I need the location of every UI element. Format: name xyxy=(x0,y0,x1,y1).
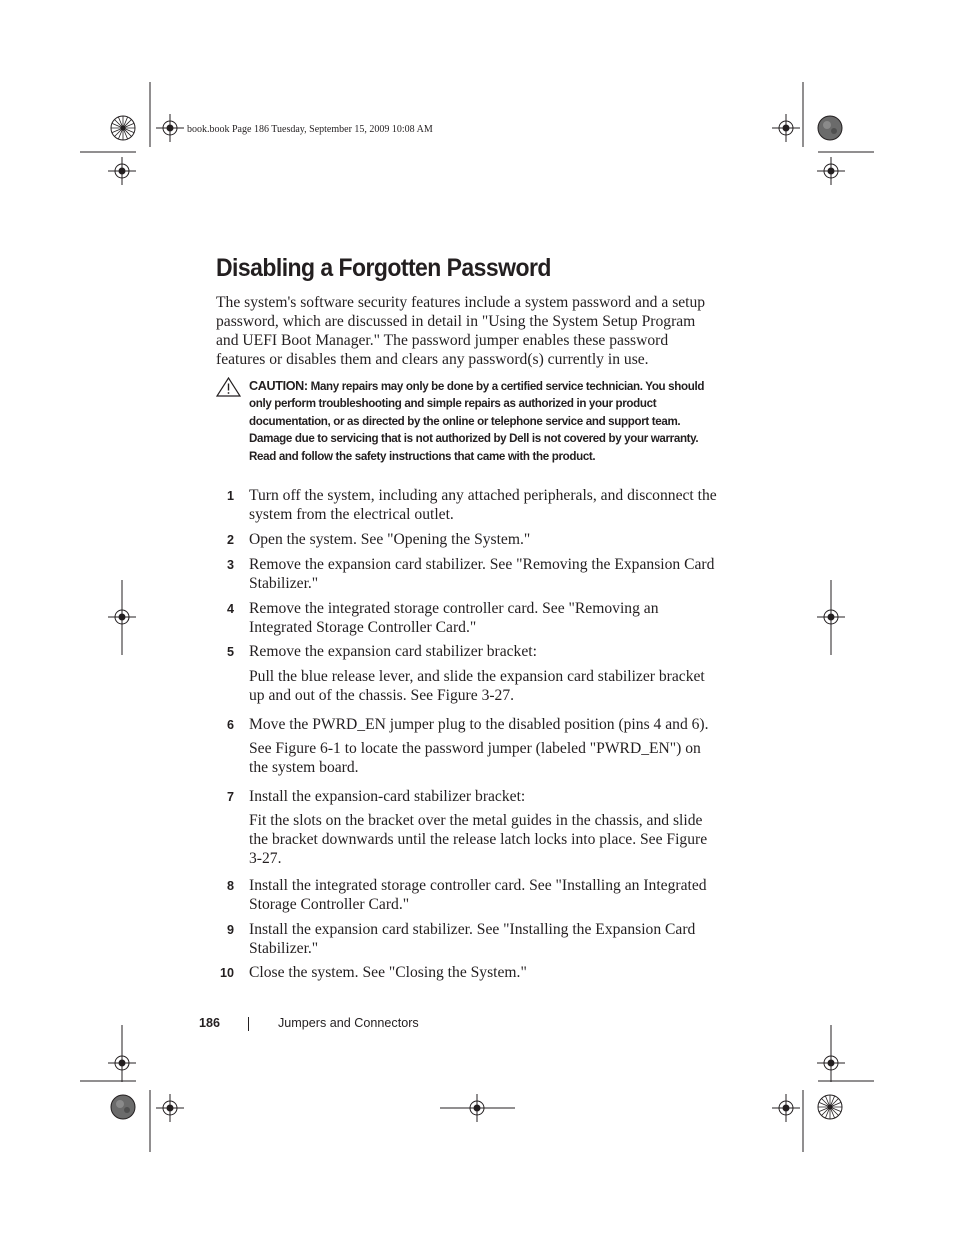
step-number: 10 xyxy=(220,966,235,980)
caution-triangle-icon xyxy=(216,377,241,397)
intro-paragraph: The system's software security features include a system password and a setup password, which are discussed in detail in "Using the System Setup Program and UEFI Boot Manager." The password jumper enables these password features or disables them and clears any password(s) currently in use. xyxy=(216,294,706,368)
registration-target-icon xyxy=(772,1094,800,1122)
step-text: Install the expansion-card stabilizer bracket: xyxy=(249,788,526,805)
step-text: Move the PWRD_EN jumper plug to the disabled position (pins 4 and 6). xyxy=(249,716,709,733)
step-number: 3 xyxy=(227,558,235,572)
step-text: Close the system. See "Closing the System." xyxy=(249,964,527,981)
step-number: 7 xyxy=(227,790,235,804)
registration-target-icon xyxy=(156,114,184,142)
step-number: 4 xyxy=(227,602,235,616)
step-detail: Fit the slots on the bracket over the metal guides in the chassis, and slide the bracket downwards until the release latch locks into place. See Figure 3-27. xyxy=(249,812,708,867)
registration-target-icon xyxy=(817,603,845,631)
step-number: 6 xyxy=(227,718,235,732)
step-detail: Pull the blue release lever, and slide the expansion card stabilizer bracket up and out of the chassis. See Figure 3-27. xyxy=(249,668,705,704)
registration-target-icon xyxy=(108,157,136,185)
registration-target-icon xyxy=(108,1049,136,1077)
page-number: 186 xyxy=(199,1016,221,1030)
step-text: Open the system. See "Opening the System." xyxy=(249,531,531,548)
footer-divider xyxy=(248,1017,249,1031)
caution-text: Many repairs may only be done by a certified service technician. You should only perform troubleshooting and simple repairs as authorized in your product documentation, or as directed by the online or telephone service and support team. Damage due to servicing that is not authorized by Dell is not covered by your warranty. Read and follow the safety instructions that came with the product. xyxy=(249,380,705,463)
step-number: 9 xyxy=(227,923,235,937)
step-text: Turn off the system, including any attached peripherals, and disconnect the system from the electrical outlet. xyxy=(249,487,717,523)
registration-target-icon xyxy=(817,1049,845,1077)
registration-target-icon xyxy=(156,1094,184,1122)
step-detail: See Figure 6-1 to locate the password jumper (labeled "PWRD_EN") on the system board. xyxy=(249,740,701,776)
color-wheel-icon xyxy=(111,1095,135,1119)
caution-notice xyxy=(249,378,719,465)
registration-target-icon xyxy=(817,157,845,185)
step-text: Remove the integrated storage controller card. See "Removing an Integrated Storage Controller Card." xyxy=(249,600,659,636)
registration-target-icon xyxy=(463,1094,491,1122)
step-number: 8 xyxy=(227,879,235,893)
section-title: Disabling a Forgotten Password xyxy=(216,254,551,282)
step-number: 5 xyxy=(227,645,235,659)
footer-section-name: Jumpers and Connectors xyxy=(278,1016,419,1030)
step-text: Install the integrated storage controller card. See "Installing an Integrated Storage Controller Card." xyxy=(249,877,707,913)
step-number: 1 xyxy=(227,489,235,503)
step-text: Remove the expansion card stabilizer. See "Removing the Expansion Card Stabilizer." xyxy=(249,556,715,592)
color-wheel-icon xyxy=(818,116,842,140)
print-header: book.book Page 186 Tuesday, September 15, 2009 10:08 AM xyxy=(187,124,433,135)
color-wheel-icon xyxy=(111,116,135,140)
color-wheel-icon xyxy=(818,1095,842,1119)
step-text: Install the expansion card stabilizer. See "Installing the Expansion Card Stabilizer." xyxy=(249,921,696,957)
step-text: Remove the expansion card stabilizer bracket: xyxy=(249,643,537,660)
registration-target-icon xyxy=(772,114,800,142)
registration-target-icon xyxy=(108,603,136,631)
caution-label: CAUTION: xyxy=(249,379,308,393)
step-number: 2 xyxy=(227,533,235,547)
